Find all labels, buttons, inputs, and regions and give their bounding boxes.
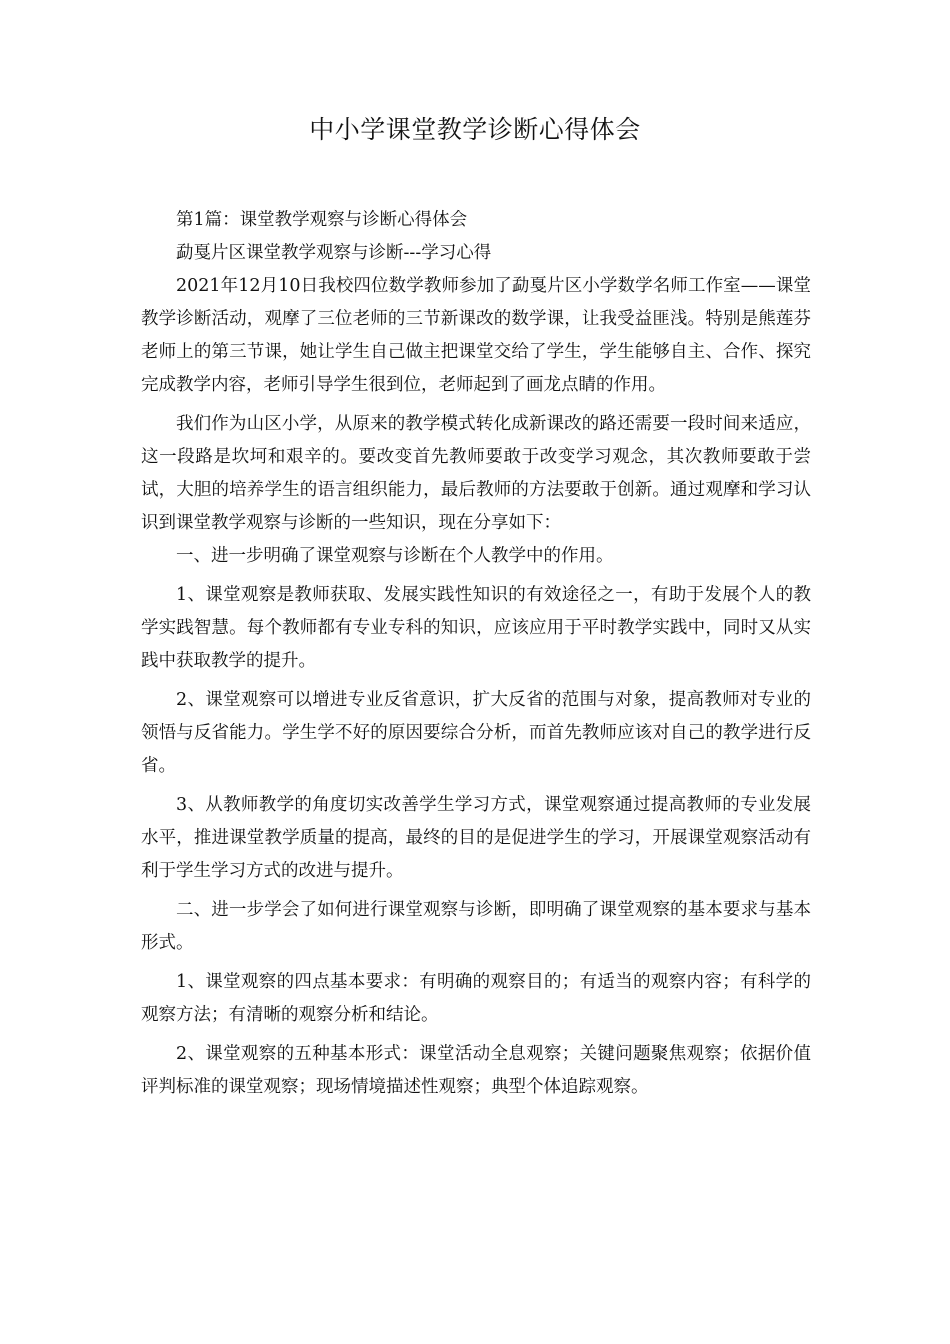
body-paragraph: 一、进一步明确了课堂观察与诊断在个人教学中的作用。 <box>176 546 614 566</box>
body-paragraph: 我们作为山区小学，从原来的教学模式转化成新课改的路还需要一段时间来适应，这一段路是坎坷和艰辛的。要改变首先教师要敢于改变学习观念，其次教师要敢于尝试，大胆的培养学生的语言组织能力，最后教师的方法要敢于创新。通过观摩和学习认识到课堂教学观察与诊断的一些知识，现在分享如下： <box>141 414 811 533</box>
body-paragraph: 3、从教师教学的角度切实改善学生学习方式，课堂观察通过提高教师的专业发展水平，推进课堂教学质量的提高，最终的目的是促进学生的学习，开展课堂观察活动有利于学生学习方式的改进与提升。 <box>141 795 811 881</box>
body-paragraph: 2、课堂观察可以增进专业反省意识，扩大反省的范围与对象，提高教师对专业的领悟与反省能力。学生学不好的原因要综合分析，而首先教师应该对自己的教学进行反省。 <box>141 690 811 776</box>
subtitle-paragraph: 勐戛片区课堂教学观察与诊断---学习心得 <box>176 243 492 263</box>
section-heading: 第1篇：课堂教学观察与诊断心得体会 <box>176 210 468 230</box>
body-paragraph: 二、进一步学会了如何进行课堂观察与诊断，即明确了课堂观察的基本要求与基本形式。 <box>141 900 811 953</box>
document-body <box>141 204 811 1104</box>
body-paragraph: 1、课堂观察的四点基本要求：有明确的观察目的；有适当的观察内容；有科学的观察方法；有清晰的观察分析和结论。 <box>141 972 811 1025</box>
document-title: 中小学课堂教学诊断心得体会 <box>309 115 641 144</box>
body-paragraph: 2、课堂观察的五种基本形式：课堂活动全息观察；关键问题聚焦观察；依据价值评判标准的课堂观察；现场情境描述性观察；典型个体追踪观察。 <box>141 1044 811 1097</box>
body-paragraph: 1、课堂观察是教师获取、发展实践性知识的有效途径之一，有助于发展个人的教学实践智慧。每个教师都有专业专科的知识，应该应用于平时教学实践中，同时又从实践中获取教学的提升。 <box>141 585 811 671</box>
body-paragraph: 2021年12月10日我校四位数学教师参加了勐戛片区小学数学名师工作室——课堂教学诊断活动，观摩了三位老师的三节新课改的数学课，让我受益匪浅。特别是熊莲芬老师上的第三节课，她让学生自己做主把课堂交给了学生，学生能够自主、合作、探究完成教学内容，老师引导学生很到位，老师起到了画龙点睛的作用。 <box>141 276 811 395</box>
